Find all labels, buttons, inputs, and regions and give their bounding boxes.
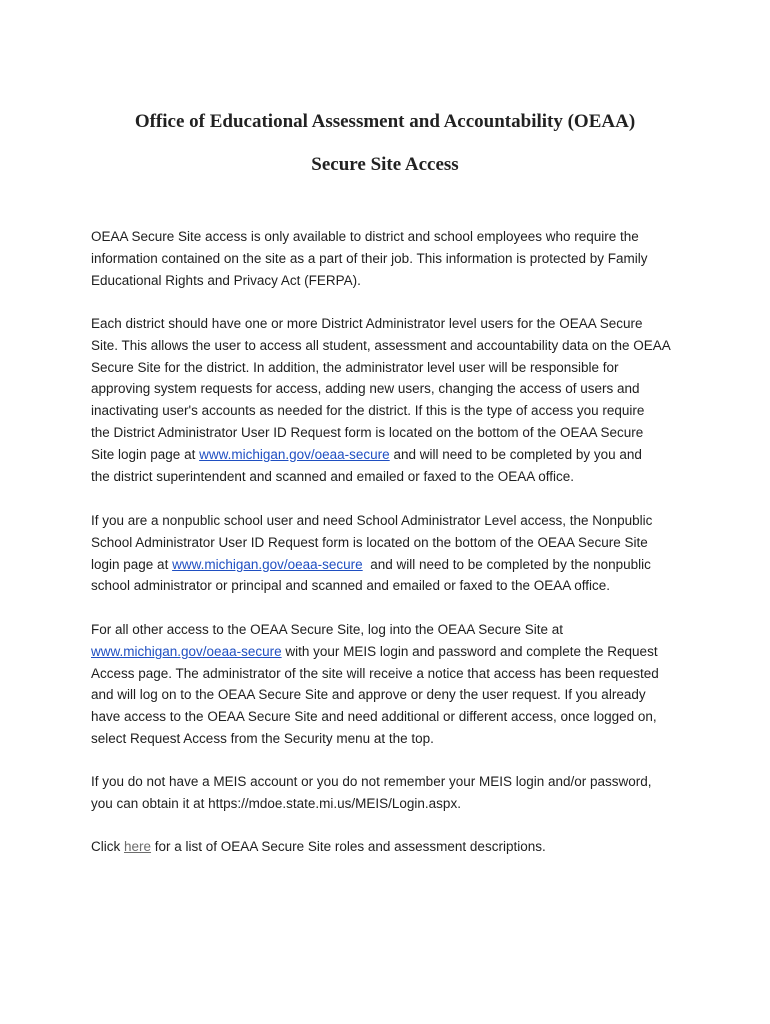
text-line: If you are a nonpublic school user and need School Administrator Level access, the Nonpublic xyxy=(91,513,653,528)
text-line: Access page. The administrator of the site will receive a notice that access has been requested xyxy=(91,665,659,681)
text-segment: login page at xyxy=(91,556,173,572)
paragraph-other-access xyxy=(91,619,691,750)
text-segment: Site login page at xyxy=(91,446,200,462)
text-line: school administrator or principal and scanned and emailed or faxed to the OEAA office. xyxy=(91,578,611,594)
text-line: information contained on the site as a part of their job. This information is protected by Family xyxy=(91,250,648,266)
text-line: the district superintendent and scanned and emailed or faxed to the OEAA office. xyxy=(91,468,575,484)
document-subtitle: Secure Site Access xyxy=(311,154,459,175)
text-line: have access to the OEAA Secure Site and need additional or different access, once logged on, xyxy=(91,709,657,725)
text-line xyxy=(91,836,691,858)
text-line: Secure Site for the district. In addition, the administrator level user will be responsible for xyxy=(91,359,619,375)
text-line: If you do not have a MEIS account or you do not remember your MEIS login and/or password, xyxy=(91,774,652,789)
oeaa-secure-link[interactable]: www.michigan.gov/oeaa-secure xyxy=(172,556,363,572)
text-segment: Click xyxy=(91,839,124,854)
document-title: Office of Educational Assessment and Accountability (OEAA) xyxy=(134,111,636,132)
text-line: For all other access to the OEAA Secure Site, log into the OEAA Secure Site at xyxy=(91,622,563,637)
paragraph-nonpublic xyxy=(91,510,691,597)
text-segment: with your MEIS login and password and complete the Request xyxy=(281,643,658,659)
text-line: select Request Access from the Security menu at the top. xyxy=(91,730,434,746)
text-line xyxy=(91,641,691,663)
oeaa-secure-link[interactable]: www.michigan.gov/oeaa-secure xyxy=(91,643,282,659)
text-line: and will log on to the OEAA Secure Site and approve or deny the user request. If you already xyxy=(91,687,646,703)
paragraph-roles-link xyxy=(91,836,691,858)
text-line: the District Administrator User ID Request form is located on the bottom of the OEAA Secure xyxy=(91,424,644,440)
text-line xyxy=(91,554,691,576)
paragraph-ferpa xyxy=(91,226,691,291)
oeaa-secure-link[interactable]: www.michigan.gov/oeaa-secure xyxy=(199,446,390,462)
text-line: Educational Rights and Privacy Act (FERPA). xyxy=(91,272,361,288)
text-line xyxy=(91,444,691,466)
text-line: approving system requests for access, adding new users, changing the access of users and xyxy=(91,381,640,397)
text-line: School Administrator User ID Request form is located on the bottom of the OEAA Secure Site xyxy=(91,534,648,550)
paragraph-district-admin xyxy=(91,313,691,487)
text-line: you can obtain it at https://mdoe.state.mi.us/MEIS/Login.aspx. xyxy=(91,795,461,811)
text-line: OEAA Secure Site access is only available to district and school employees who require the xyxy=(91,229,639,244)
text-segment: and will need to be completed by the nonpublic xyxy=(362,556,651,572)
text-line: Each district should have one or more District Administrator level users for the OEAA Secure xyxy=(91,316,643,331)
paragraph-meis-account xyxy=(91,771,691,815)
text-line: Site. This allows the user to access all student, assessment and accountability data on the OEAA xyxy=(91,337,671,353)
here-link[interactable]: here xyxy=(124,839,152,854)
text-segment: for a list of OEAA Secure Site roles and assessment descriptions. xyxy=(151,839,546,854)
text-segment: and will need to be completed by you and xyxy=(389,446,642,462)
text-line: inactivating user's accounts as needed for the district. If this is the type of access you require xyxy=(91,403,645,419)
